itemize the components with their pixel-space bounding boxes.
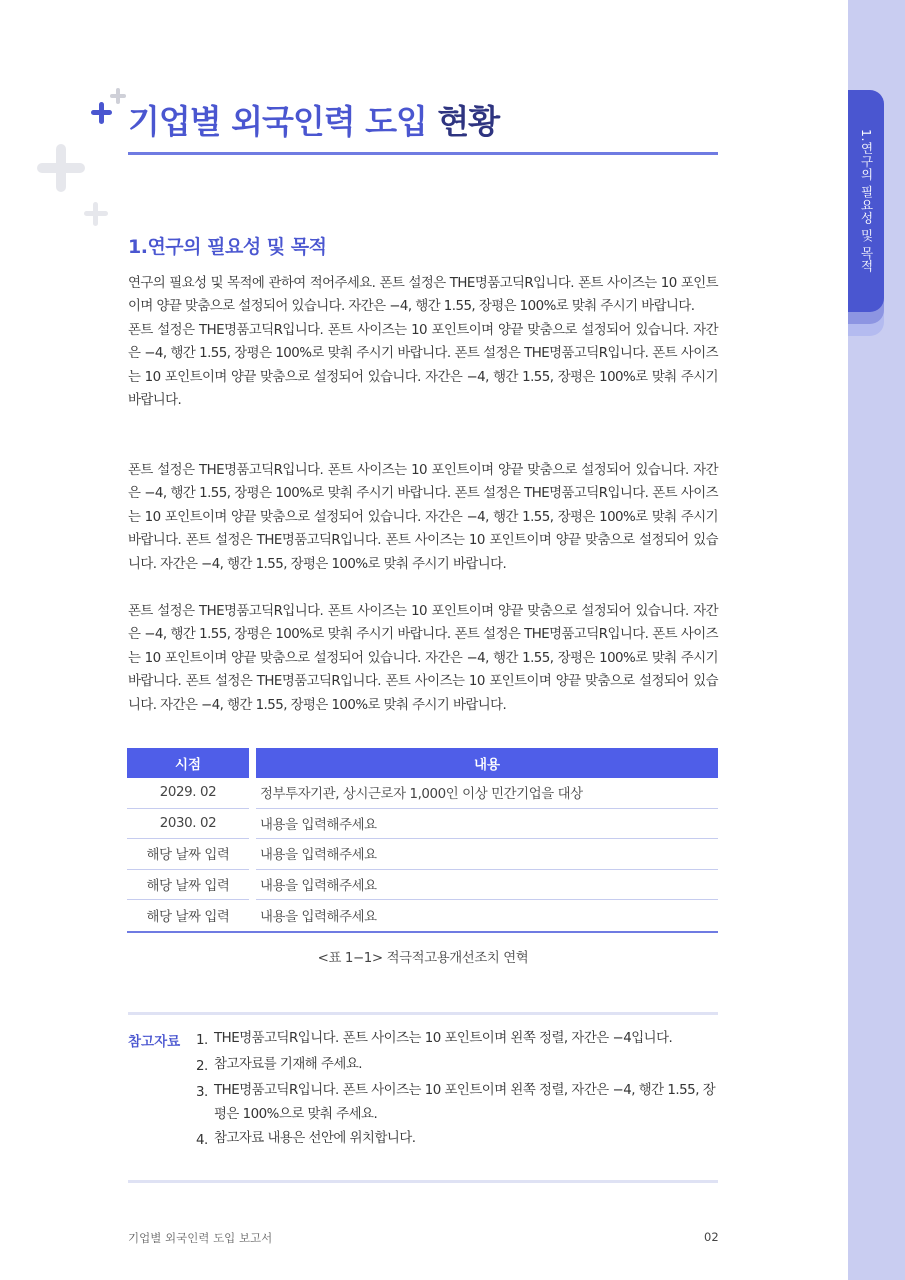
table-header-cell: 내용 xyxy=(256,748,718,778)
reference-number: 2. xyxy=(196,1059,208,1074)
table-row xyxy=(127,839,718,870)
reference-text: THE명품고딕R입니다. 폰트 사이즈는 10 포인트이며 왼쪽 정렬, 자간은 −4, 행간 1.55, 장평은 100%으로 맞춰 주세요. xyxy=(214,1083,716,1122)
references-list xyxy=(196,1027,722,1153)
reference-text: THE명품고딕R입니다. 폰트 사이즈는 10 포인트이며 왼쪽 정렬, 자간은 −4입니다. xyxy=(214,1031,673,1046)
history-table xyxy=(127,748,718,933)
side-tab-label: 1.연구의 필요성 및 목적 xyxy=(859,129,874,273)
table-row xyxy=(127,809,718,840)
title-underline xyxy=(128,152,718,155)
section-side-tab[interactable] xyxy=(848,90,884,312)
reference-number: 1. xyxy=(196,1033,208,1048)
table-row xyxy=(127,778,718,809)
reference-item xyxy=(196,1079,722,1127)
table-cell-content: 정부투자기관, 상시근로자 1,000인 이상 민간기업을 대상 xyxy=(256,778,718,809)
page-title-main: 기업별 외국인력 도입 xyxy=(128,102,427,141)
plus-decoration-icon xyxy=(36,84,136,234)
references-bottom-rule xyxy=(128,1180,718,1183)
paragraph-text: 폰트 설정은 THE명품고딕R입니다. 폰트 사이즈는 10 포인트이며 양끝 맞춤으로 설정되어 있습니다. 자간은 −4, 행간 1.55, 장평은 100%로 맞춰 주시기 바랍니다. 폰트 설정은 THE명품고딕R입니다. 폰트 사이즈는 10 포인트이며 양끝 맞춤으로 설정되어 있습니다. 자간은 −4, 행간 1.55, 장평은 100%로 맞춰 주시기 바랍니다. xyxy=(128,322,718,409)
table-cell-content: 내용을 입력해주세요 xyxy=(260,910,377,926)
table-row xyxy=(127,870,718,901)
body-paragraph xyxy=(128,272,718,412)
reference-number: 3. xyxy=(196,1085,208,1100)
references-label: 참고자료 xyxy=(128,1034,181,1050)
footer-document-title: 기업별 외국인력 도입 보고서 xyxy=(128,1231,273,1245)
paragraph-text: 연구의 필요성 및 목적에 관하여 적어주세요. 폰트 설정은 THE명품고딕R입니다. 폰트 사이즈는 10 포인트이며 양끝 맞춤으로 설정되어 있습니다. 자간은 −4, 행간 1.55, 장평은 100%로 맞춰 주시기 바랍니다. xyxy=(128,276,718,315)
references-top-rule xyxy=(128,1012,718,1015)
table-cell-date: 해당 날짜 입력 xyxy=(146,910,230,926)
reference-number: 4. xyxy=(196,1133,208,1148)
table-row xyxy=(127,900,718,931)
page-title-accent: 현황 xyxy=(437,102,500,141)
table-header-cell: 시점 xyxy=(127,748,249,778)
table-cell-date: 2029. 02 xyxy=(127,778,249,809)
table-cell-content: 내용을 입력해주세요 xyxy=(256,839,718,870)
table-cell-date: 해당 날짜 입력 xyxy=(127,839,249,870)
reference-item xyxy=(196,1027,722,1053)
body-paragraph: 폰트 설정은 THE명품고딕R입니다. 폰트 사이즈는 10 포인트이며 양끝 맞춤으로 설정되어 있습니다. 자간은 −4, 행간 1.55, 장평은 100%로 맞춰 주시기 바랍니다. 폰트 설정은 THE명품고딕R입니다. 폰트 사이즈는 10 포인트이며 양끝 맞춤으로 설정되어 있습니다. 자간은 −4, 행간 1.55, 장평은 100%로 맞춰 주시기 바랍니다. 폰트 설정은 THE명품고딕R입니다. 폰트 사이즈는 10 포인트이며 양끝 맞춤으로 설정되어 있습니다. 자간은 −4, 행간 1.55, 장평은 100%로 맞춰 주시기 바랍니다. xyxy=(128,604,718,713)
section-heading: 1.연구의 필요성 및 목적 xyxy=(128,236,327,258)
reference-text: 참고자료를 기재해 주세요. xyxy=(214,1057,363,1072)
reference-item xyxy=(196,1053,722,1079)
table-cell-content: 내용을 입력해주세요 xyxy=(256,870,718,901)
table-caption: <표 1−1> 적극적고용개선조치 연혁 xyxy=(317,951,529,966)
table-header-row xyxy=(127,748,718,778)
body-paragraph: 폰트 설정은 THE명품고딕R입니다. 폰트 사이즈는 10 포인트이며 양끝 맞춤으로 설정되어 있습니다. 자간은 −4, 행간 1.55, 장평은 100%로 맞춰 주시기 바랍니다. 폰트 설정은 THE명품고딕R입니다. 폰트 사이즈는 10 포인트이며 양끝 맞춤으로 설정되어 있습니다. 자간은 −4, 행간 1.55, 장평은 100%로 맞춰 주시기 바랍니다. 폰트 설정은 THE명품고딕R입니다. 폰트 사이즈는 10 포인트이며 양끝 맞춤으로 설정되어 있습니다. 자간은 −4, 행간 1.55, 장평은 100%로 맞춰 주시기 바랍니다. xyxy=(128,463,718,572)
reference-text: 참고자료 내용은 선안에 위치합니다. xyxy=(214,1131,416,1146)
page-number: 02 xyxy=(704,1230,719,1244)
table-cell-date: 해당 날짜 입력 xyxy=(127,870,249,901)
page-title xyxy=(128,96,499,143)
reference-item xyxy=(196,1127,722,1153)
table-cell-date: 2030. 02 xyxy=(127,809,249,840)
table-cell-content: 내용을 입력해주세요 xyxy=(256,809,718,840)
table-bottom-rule xyxy=(127,931,718,933)
